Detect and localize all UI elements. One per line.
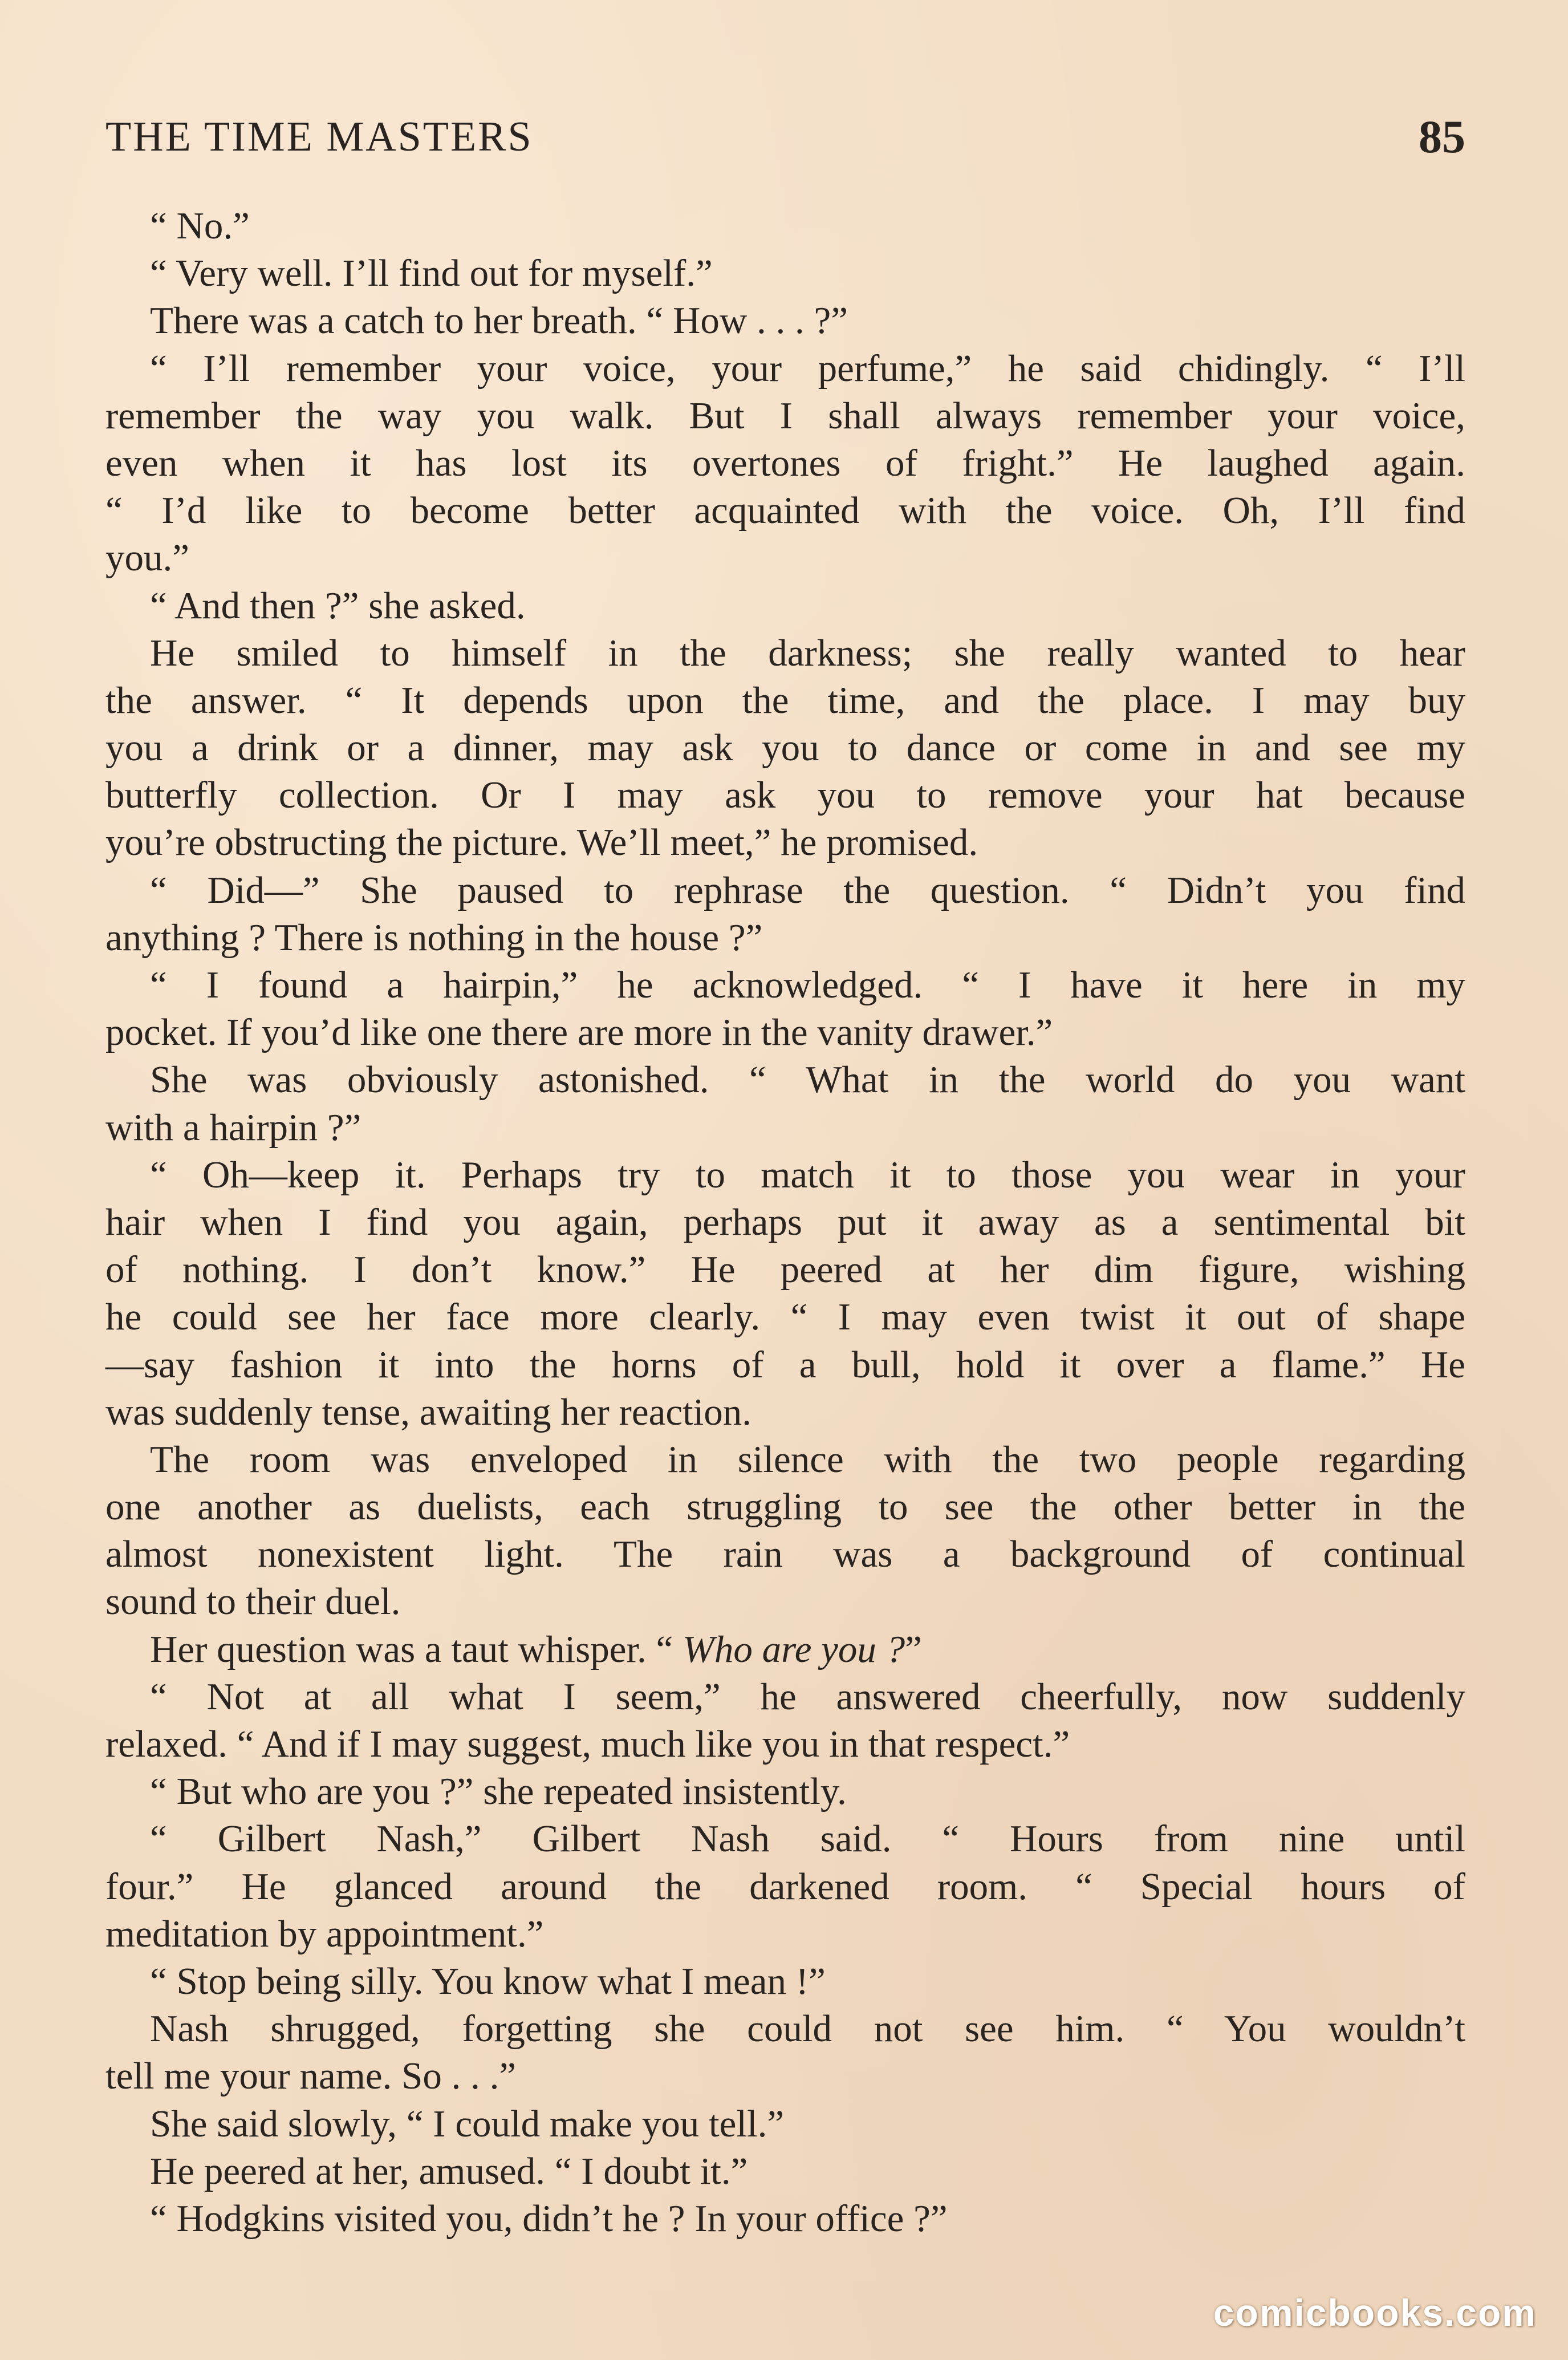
text-line: you’re obstructing the picture. We’ll meet,” he promised. — [105, 821, 978, 864]
text-line: “ No.” — [150, 205, 250, 247]
running-title: THE TIME MASTERS — [105, 113, 533, 160]
text-line: “ Did—” She paused to rephrase the question. “ Didn’t you find — [150, 869, 1465, 911]
running-head — [105, 106, 1465, 168]
text-line: “ Gilbert Nash,” Gilbert Nash said. “ Hours from nine until — [150, 1818, 1465, 1860]
text-line: you a drink or a dinner, may ask you to dance or come in and see my — [105, 727, 1465, 769]
text-line: anything ? There is nothing in the house ?” — [105, 916, 763, 959]
text-line: “ I’ll remember your voice, your perfume,” he said chidingly. “ I’ll — [150, 347, 1465, 390]
text-line: four.” He glanced around the darkened room. “ Special hours of — [105, 1865, 1465, 1908]
text-line: “ Stop being silly. You know what I mean !” — [150, 1960, 826, 2002]
text-line: one another as duelists, each struggling to see the other better in the — [105, 1486, 1465, 1528]
text-line: of nothing. I don’t know.” He peered at her dim figure, wishing — [105, 1248, 1465, 1291]
text-line: She was obviously astonished. “ What in the world do you want — [150, 1059, 1465, 1101]
text-line: There was a catch to her breath. “ How . . . ?” — [150, 299, 848, 342]
text-line: “ I’d like to become better acquainted with the voice. Oh, I’ll find — [105, 489, 1465, 532]
watermark: comicbooks.com — [1213, 2292, 1537, 2334]
text-line: even when it has lost its overtones of fright.” He laughed again. — [105, 441, 1465, 484]
text-line: “ And then ?” she asked. — [150, 584, 526, 627]
text-line: remember the way you walk. But I shall always remember your voice, — [105, 394, 1465, 437]
text-line: meditation by appointment.” — [105, 1912, 544, 1955]
text-line: Nash shrugged, forgetting she could not see him. “ You wouldn’t — [150, 2008, 1465, 2050]
text-line: with a hairpin ?” — [105, 1106, 361, 1149]
text-line: “ Hodgkins visited you, didn’t he ? In your office ?” — [150, 2197, 948, 2240]
text-line: The room was enveloped in silence with the two people regarding — [150, 1438, 1465, 1481]
text-line: hair when I find you again, perhaps put it away as a sentimental bit — [105, 1201, 1465, 1243]
body-text — [105, 202, 1465, 2243]
text-line: “ Oh—keep it. Perhaps try to match it to those you wear in your — [150, 1153, 1465, 1196]
text-line: butterfly collection. Or I may ask you to remove your hat because — [105, 774, 1465, 817]
text-line: “ Not at all what I seem,” he answered cheerfully, now suddenly — [150, 1675, 1465, 1718]
text-line: He smiled to himself in the darkness; she really wanted to hear — [150, 631, 1465, 674]
text-line: you.” — [105, 537, 189, 579]
text-line: “ Very well. I’ll find out for myself.” — [150, 252, 713, 295]
text-line: pocket. If you’d like one there are more in the vanity drawer.” — [105, 1011, 1053, 1054]
text-line: He peered at her, amused. “ I doubt it.” — [150, 2150, 748, 2192]
text-line: the answer. “ It depends upon the time, and the place. I may buy — [105, 679, 1465, 721]
text-line: sound to their duel. — [105, 1580, 401, 1623]
text-line: “ I found a hairpin,” he acknowledged. “ I have it here in my — [150, 964, 1465, 1006]
page-number: 85 — [1419, 111, 1465, 163]
emphasis: Who are you ? — [683, 1628, 905, 1670]
text-line: relaxed. “ And if I may suggest, much like you in that respect.” — [105, 1723, 1070, 1765]
text-line: “ But who are you ?” she repeated insistently. — [150, 1770, 847, 1813]
text-line: he could see her face more clearly. “ I may even twist it out of shape — [105, 1296, 1465, 1339]
text-line: almost nonexistent light. The rain was a background of continual — [105, 1533, 1465, 1576]
text-line: was suddenly tense, awaiting her reaction. — [105, 1390, 752, 1433]
text-line: tell me your name. So . . .” — [105, 2055, 517, 2098]
text-line: —say fashion it into the horns of a bull, hold it over a flame.” He — [105, 1343, 1465, 1386]
text-line: She said slowly, “ I could make you tell.” — [150, 2102, 785, 2145]
text-line: Her question was a taut whisper. “ Who are you ?” — [150, 1628, 922, 1670]
